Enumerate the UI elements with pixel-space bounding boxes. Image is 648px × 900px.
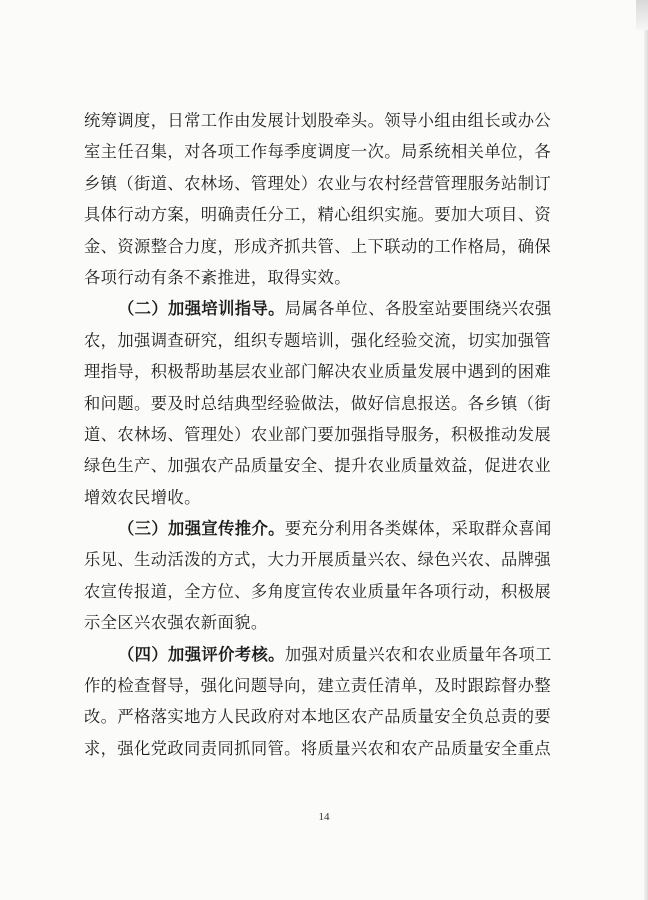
body-line: 统筹调度，日常工作由发展计划股牵头。领导小组由组长或办公	[84, 111, 552, 130]
section-heading-promotion: （三）加强宣传推介。	[118, 519, 285, 539]
page-number: 14	[318, 811, 330, 823]
body-line: 农，加强调查研究，组织专题培训，强化经验交流，切实加强管	[84, 330, 552, 350]
section-four-first-line	[84, 639, 576, 670]
section-heading-training: （二）加强培训指导。	[118, 299, 285, 319]
document-body	[84, 105, 576, 764]
scan-corner-mark	[636, 0, 648, 30]
section-heading-evaluation: （四）加强评价考核。	[118, 644, 285, 664]
body-line-text: 加强对质量兴农和农业质量年各项工	[284, 644, 552, 664]
body-line: 农宣传报道，全方位、多角度宣传农业质量年各项行动，积极展	[84, 581, 552, 601]
body-line: 乐见、生动活泼的方式，大力开展质量兴农、绿色兴农、品牌强	[84, 550, 552, 570]
body-line: 改。严格落实地方人民政府对本地区农产品质量安全负总责的要	[84, 707, 552, 727]
body-line: 作的检查督导，强化问题导向，建立责任清单，及时跟踪督办整	[84, 676, 552, 696]
body-line: 具体行动方案，明确责任分工，精心组织实施。要加大项目、资	[84, 205, 552, 225]
body-line: 金、资源整合力度，形成齐抓共管、上下联动的工作格局，确保	[84, 236, 552, 256]
section-three-first-line	[84, 513, 576, 544]
body-line-text: 局属各单位、各股室站要围绕兴农强	[284, 299, 552, 319]
body-line: 乡镇（街道、农林场、管理处）农业与农村经营管理服务站制订	[84, 173, 552, 193]
body-line: 示全区兴农强农新面貌。	[84, 613, 268, 633]
body-line: 求，强化党政同责同抓同管。将质量兴农和农产品质量安全重点	[84, 738, 552, 758]
body-line: 绿色生产、加强农产品质量安全、提升农业质量效益，促进农业	[84, 456, 552, 476]
body-line: 室主任召集，对各项工作每季度调度一次。局系统相关单位，各	[84, 142, 552, 162]
section-two-first-line	[84, 293, 576, 324]
body-line: 道、农林场、管理处）农业部门要加强指导服务，积极推动发展	[84, 424, 552, 444]
scan-edge-shadow	[644, 0, 648, 900]
body-line: 和问题。要及时总结典型经验做法，做好信息报送。各乡镇（街	[84, 393, 552, 413]
body-line: 理指导，积极帮助基层农业部门解决农业质量发展中遇到的困难	[84, 362, 552, 382]
body-line-text: 要充分利用各类媒体，采取群众喜闻	[284, 519, 552, 539]
body-line: 增效农民增收。	[84, 487, 201, 507]
body-line: 各项行动有条不紊推进，取得实效。	[84, 267, 351, 287]
